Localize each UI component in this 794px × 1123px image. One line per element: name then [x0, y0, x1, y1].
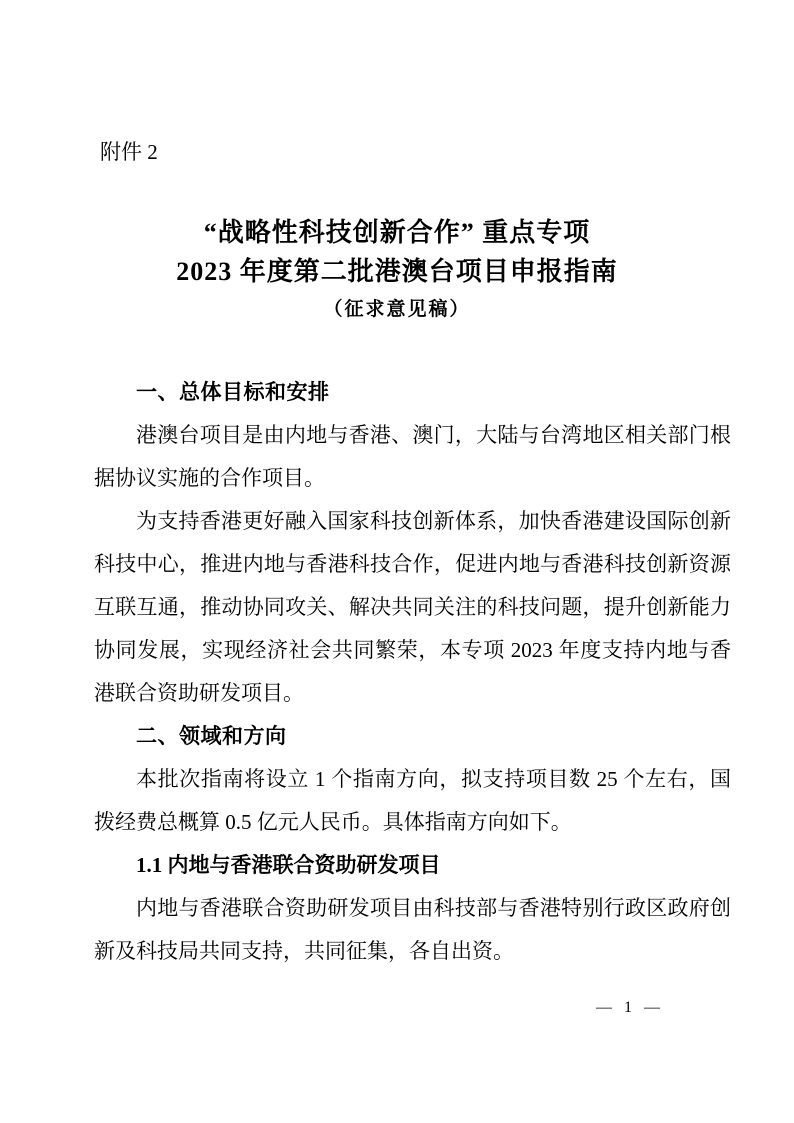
title-subtitle: （征求意见稿） [323, 299, 471, 320]
title-line-1: “战略性科技创新合作” 重点专项 [203, 218, 591, 247]
title-line-2: 2023 年度第二批港澳台项目申报指南 [176, 257, 618, 286]
section-1-heading: 一、总体目标和安排 [136, 381, 330, 404]
page-number: — 1 — [596, 999, 664, 1016]
document-title-block [0, 213, 794, 329]
section-2-paragraph-1: 本批次指南将设立 1 个指南方向，拟支持项目数 25 个左右，国拨经费总概算 0.5 亿元人民币。具体指南方向如下。 [94, 767, 731, 834]
attachment-label: 附件 2 [100, 140, 158, 164]
section-1-paragraph-2: 为支持香港更好融入国家科技创新体系，加快香港建设国际创新科技中心，推进内地与香港科技合作，促进内地与香港科技创新资源互联互通，推动协同攻关、解决共同关注的科技问题，提升创新能力协同发展，实现经济社会共同繁荣，本专项 2023 年度支持内地与香港联合资助研发项目。 [94, 509, 731, 705]
subsection-1-1-heading: 1.1 内地与香港联合资助研发项目 [136, 853, 441, 877]
subsection-1-1-paragraph-1: 内地与香港联合资助研发项目由科技部与香港特别行政区政府创新及科技局共同支持，共同征集，各自出资。 [94, 896, 731, 963]
section-2-heading: 二、领域和方向 [136, 725, 287, 748]
document-body [94, 371, 731, 973]
section-1-paragraph-1: 港澳台项目是由内地与香港、澳门，大陆与台湾地区相关部门根据协议实施的合作项目。 [94, 423, 731, 490]
